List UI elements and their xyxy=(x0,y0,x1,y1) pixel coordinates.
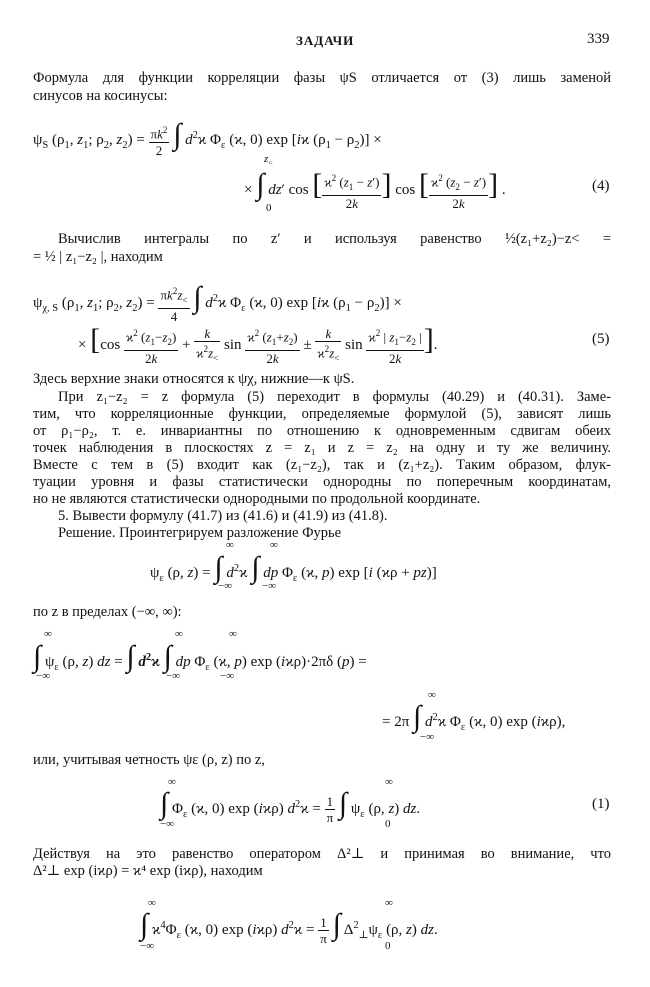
text-line-8: от ρ₁−ρ₂, т. е. инвариантны по отношению к одновременным сдвигам обеих xyxy=(33,423,611,439)
equation-4-line-2: × ∫ dz′ cos [ $\frac{ϰ^2 (z_1 - z')}{2k}$ ] cos [ $\frac{ϰ^2 (z_2 - z')}{2k}$ ] . xyxy=(244,168,506,211)
text-line-10: Вместе с тем в (5) входит как (z₁−z₂), так и (z₁+z₂). Таким образом, флук- xyxy=(33,457,611,473)
equation-5-line-1: $\psi_{\chi, S}$ ($\rho_1$, $z_1$; $\rho_2$, $z_2$) = $\frac{\pi k^2z_<}{4}$ ∫ $d^2ϰ$ $\Phi_\varepsilon$ (ϰ, 0) exp [iϰ $(\rho_1 - \rho_2)$] × xyxy=(33,281,402,324)
text-line-17: Действуя на это равенство оператором Δ²⊥ и принимая во внимание, что xyxy=(33,846,611,862)
equation-4-line-1: $\psi_S$ ($\rho_1$, $z_1$; $\rho_2$, $z_2$) = $\frac{\pi k^2}{2}$ ∫ $d^2ϰ$ $\Phi_\varepsilon$ (ϰ, 0) exp [iϰ $(\rho_1 - \rho_2)$] × xyxy=(33,118,382,158)
text-line-13: 5. Вывести формулу (41.7) из (41.6) и (41.9) из (41.8). xyxy=(58,508,388,524)
equation-number: (5) xyxy=(592,331,610,347)
running-head: ЗАДАЧИ xyxy=(296,33,355,48)
text-line-3: Вычислив интегралы по z′ и используя равенство ½(z₁+z₂)−z< = xyxy=(58,231,611,247)
text-line-16: или, учитывая четность ψε (ρ, z) по z, xyxy=(33,752,265,768)
text-line-5: Здесь верхние знаки относятся к ψχ, нижние—к ψS. xyxy=(33,371,355,387)
equation-1: ∫ $\Phi_\varepsilon$ (ϰ, 0) exp (iϰρ) $d^2ϰ$ = $\frac{1}{\pi}$ ∫ $\psi_\varepsilon$ (ρ, z) dz. xyxy=(160,787,421,826)
text-line-12: но не являются статистически однородными по продольной координате. xyxy=(33,491,481,507)
text-line-15: по z в пределах (−∞, ∞): xyxy=(33,604,182,620)
equation-integral-z-line-1: ∫ $\psi_\varepsilon$ (ρ, z) dz = ∫ $d^2ϰ$ ∫ dp $\Phi_\varepsilon$ (ϰ, p) exp (iϰρ)·2πδ (p) = xyxy=(33,640,367,673)
text-line-6: При z₁−z₂ = z формула (5) переходит в формулы (40.29) и (40.31). Заме- xyxy=(58,389,611,405)
page-number: 339 xyxy=(587,31,610,47)
text-line-1: Формула для функции корреляции фазы ψS отличается от (3) лишь заменой xyxy=(33,70,611,86)
text-line-9: точек наблюдения в плоскостях z = z₁ и z = z₂ на одну и ту же величину. xyxy=(33,440,611,456)
page: ЗАДАЧИ 339 Формула для функции корреляции фазы ψS отличается от (3) лишь заменой синусов на косинусы: $\psi_S$ ($\rho_1$, $z_1$; $\rho_2$, $z_2$) = $\frac{\pi k^2}{2}$ ∫ $d^2ϰ$ $\Phi_\varepsilon$ (ϰ, 0) exp [iϰ $(\rho_1 - \rho_2)$] × $z_<$ × ∫ dz′ cos [ $\frac{ϰ^2 (z_1 - z')}{2k}$ ] cos [ $\frac{ϰ^2 (z_2 - z')}{2k}$ ] . 0 (4) Вычислив интегралы по z′ и используя равенство ½(z₁+z₂)−z< = = ½ | z₁−z₂ |, находим $\psi_{\chi, S}$ ($\rho_1$, $z_1$; $\rho_2$, $z_2$) = $\frac{\pi k^2z_<}{4}$ ∫ $d^2ϰ$ $\Phi_\varepsilon$ (ϰ, 0) exp [iϰ $(\rho_1 - \rho_2)$] × × [cos $\frac{ϰ^2 (z_1-z_2)}{2k}$ + $\frac{k}{ϰ^2z_<}$ sin $\frac{ϰ^2 (z_1+z_2)}{2k}$ ± $\frac{k}{ϰ^2z_<}$ sin $\frac{ϰ^2 | z_1-z_2 |}{2k}$ ]. (5) Здесь верхние знаки относятся к ψχ, нижние—к ψS. При z₁−z₂ = z формула (5) переходит в формулы (40.29) и (40.31). Заме- тим, что корреляционные функции, определяемые формулой (5), зависят лишь от ρ₁−ρ₂, т. е. инвариантны по отношению к одновременным сдвигам обеих точек наблюдения в плоскостях z = z₁ и z = z₂ на одну и ту же величину. Вместе с тем в (5) входит как (z₁−z₂), так и (z₁+z₂). Таким образом, флук- туации уровня и фазы статистически однородны по поперечным координатам, но не являются статистически однородными по продольной координате. 5. Вывести формулу (41.7) из (41.6) и (41.9) из (41.8). Решение. Проинтегрируем разложение Фурье ∞ ∞ $\psi_\varepsilon$ (ρ, z) = ∫ $d^2ϰ$ ∫ dp $\Phi_\varepsilon$ (ϰ, p) exp [i (ϰρ + pz)] −∞ −∞ по z в пределах (−∞, ∞): ∞ ∞ ∞ ∫ $\psi_\varepsilon$ (ρ, z) dz = ∫ $d^2ϰ$ ∫ dp $\Phi_\varepsilon$ (ϰ, p) exp (iϰρ)·2πδ (p) = −∞ −∞ −∞ ∞ = 2π ∫ $d^2ϰ$ $\Phi_\varepsilon$ (ϰ, 0) exp (iϰρ), −∞ или, учитывая четность ψε (ρ, z) по z, ∞ ∞ ∫ $\Phi_\varepsilon$ (ϰ, 0) exp (iϰρ) $d^2ϰ$ = $\frac{1}{\pi}$ ∫ $\psi_\varepsilon$ (ρ, z) dz. −∞ 0 (1) Действуя на это равенство оператором Δ²⊥ и принимая во внимание, что Δ²⊥ exp (iϰρ) = ϰ⁴ exp (iϰρ), находим ∞ ∞ ∫ $ϰ^4\Phi_\varepsilon$ (ϰ, 0) exp (iϰρ) $d^2ϰ$ = $\frac{1}{\pi}$ ∫ $\Delta^2_\perp\psi_\varepsilon$ (ρ, z) dz. −∞ 0 xyxy=(0,0,650,987)
equation-fourier: $\psi_\varepsilon$ (ρ, z) = ∫ $d^2ϰ$ ∫ dp $\Phi_\varepsilon$ (ϰ, p) exp [i (ϰρ + pz)] xyxy=(150,551,437,584)
text-line-2: синусов на косинусы: xyxy=(33,88,168,104)
equation-last: ∫ $ϰ^4\Phi_\varepsilon$ (ϰ, 0) exp (iϰρ) $d^2ϰ$ = $\frac{1}{\pi}$ ∫ $\Delta^2_\perp\psi_\varepsilon$ (ρ, z) dz. xyxy=(140,908,438,947)
equation-5-line-2: × [cos $\frac{ϰ^2 (z_1-z_2)}{2k}$ + $\frac{k}{ϰ^2z_<}$ sin $\frac{ϰ^2 (z_1+z_2)}{2k}$ ± $\frac{k}{ϰ^2z_<}$ sin $\frac{ϰ^2 | z_1-z_2 |}{2k}$ ]. xyxy=(78,323,438,366)
equation-number: (1) xyxy=(592,796,610,812)
equation-number: (4) xyxy=(592,178,610,194)
text-line-18: Δ²⊥ exp (iϰρ) = ϰ⁴ exp (iϰρ), находим xyxy=(33,863,263,879)
text-line-4: = ½ | z₁−z₂ |, находим xyxy=(33,249,163,265)
fraction: $\frac{\pi k^2}{2}$ xyxy=(150,125,168,158)
equation-4-lhs: $\psi_S$ ($\rho_1$, $z_1$; $\rho_2$, $z_2$) = xyxy=(33,132,149,151)
equation-integral-z-line-2: = 2π ∫ $d^2ϰ$ $\Phi_\varepsilon$ (ϰ, 0) exp (iϰρ), xyxy=(382,700,566,733)
text-line-7: тим, что корреляционные функции, определяемые формулой (5), зависят лишь xyxy=(33,406,611,422)
text-line-11: туации уровня и фазы статистически однородны по поперечным координатам, xyxy=(33,474,611,490)
text-line-14: Решение. Проинтегрируем разложение Фурье xyxy=(58,525,342,541)
